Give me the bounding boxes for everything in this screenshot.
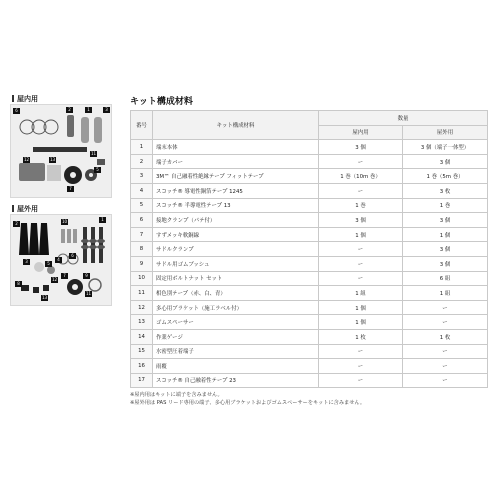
part-badge: 11	[86, 291, 92, 296]
kit-materials-table	[130, 110, 488, 388]
table-row	[131, 227, 488, 242]
row-number-cell: 17	[131, 373, 153, 388]
indoor-quantity-cell: ー	[319, 183, 403, 198]
row-number-cell: 9	[131, 256, 153, 271]
material-name-cell: サドル用ゴムブッシュ	[153, 256, 319, 271]
material-name-cell: スコッチ® 導電性銅箔テープ 1245	[153, 183, 319, 198]
indoor-quantity-cell: 1 個	[319, 300, 403, 315]
outdoor-section-label	[12, 204, 38, 214]
indoor-quantity-cell: 1 個	[319, 227, 403, 242]
part-badge: 4	[55, 257, 62, 263]
outdoor-quantity-cell: 3 個	[403, 242, 488, 257]
material-name-cell: 接地クランプ（パテ付）	[153, 213, 319, 228]
material-name-cell: 3M™ 自己融着性絶縁テープ フィットテープ	[153, 169, 319, 184]
indoor-quantity-cell: 1 組	[319, 286, 403, 301]
kit-materials-title: キット構成材料	[130, 97, 193, 107]
table-row	[131, 213, 488, 228]
row-number-cell: 13	[131, 315, 153, 330]
header-indoor: 屋内用	[319, 125, 403, 140]
indoor-quantity-cell: 3 個	[319, 140, 403, 155]
part-badge: 7	[61, 273, 68, 279]
part-badge: 6	[69, 253, 76, 259]
row-number-cell: 14	[131, 329, 153, 344]
part-badge: 3	[23, 259, 30, 265]
table-row	[131, 198, 488, 213]
indoor-quantity-cell: ー	[319, 256, 403, 271]
part-badge: 10	[62, 219, 68, 224]
outdoor-quantity-cell: ー	[403, 344, 488, 359]
part-badge: 5	[94, 167, 101, 173]
outdoor-quantity-cell: 1 巻（5m 巻）	[403, 169, 488, 184]
outdoor-quantity-cell: 1 巻	[403, 198, 488, 213]
row-number-cell: 4	[131, 183, 153, 198]
indoor-quantity-cell: ー	[319, 359, 403, 374]
indoor-quantity-cell: ー	[319, 154, 403, 169]
table-body	[131, 140, 488, 388]
part-badge: 11	[91, 151, 97, 156]
material-name-cell: 相色別テープ（赤、白、青）	[153, 286, 319, 301]
header-outdoor: 屋外用	[403, 125, 488, 140]
row-number-cell: 11	[131, 286, 153, 301]
row-number-cell: 7	[131, 227, 153, 242]
row-number-cell: 2	[131, 154, 153, 169]
outdoor-quantity-cell: 3 個	[403, 256, 488, 271]
label-marker	[12, 95, 14, 102]
material-name-cell: 固定用ボルトナット セット	[153, 271, 319, 286]
indoor-quantity-cell: 1 巻	[319, 198, 403, 213]
indoor-quantity-cell: 1 枚	[319, 329, 403, 344]
outdoor-quantity-cell: 3 個（端子一体型）	[403, 140, 488, 155]
material-name-cell: 雨覆	[153, 359, 319, 374]
part-badge: 2	[13, 221, 20, 227]
outdoor-quantity-cell: ー	[403, 373, 488, 388]
row-number-cell: 12	[131, 300, 153, 315]
row-number-cell: 10	[131, 271, 153, 286]
outdoor-kit-photo	[10, 214, 112, 306]
material-name-cell: 多心用ブラケット（施工ラベル付）	[153, 300, 319, 315]
table-row	[131, 300, 488, 315]
outdoor-quantity-cell: 3 個	[403, 213, 488, 228]
material-name-cell: すずメッキ軟銅線	[153, 227, 319, 242]
indoor-quantity-cell: ー	[319, 344, 403, 359]
indoor-label-text: 屋内用	[17, 95, 38, 103]
outdoor-quantity-cell: 1 個	[403, 227, 488, 242]
label-marker	[12, 205, 14, 212]
footnote: ※屋内用はキットに端子を含みません。	[130, 392, 223, 398]
table-row	[131, 286, 488, 301]
indoor-kit-photo	[10, 104, 112, 198]
table-row	[131, 154, 488, 169]
indoor-quantity-cell: 1 個	[319, 315, 403, 330]
material-name-cell: 端子カバー	[153, 154, 319, 169]
material-name-cell: 水密型圧着端子	[153, 344, 319, 359]
header-quantity: 数量	[319, 111, 488, 126]
header-number: 番号	[131, 111, 153, 140]
indoor-quantity-cell: ー	[319, 373, 403, 388]
header-material: キット構成材料	[153, 111, 319, 140]
indoor-section-label	[12, 94, 38, 104]
row-number-cell: 5	[131, 198, 153, 213]
outdoor-quantity-cell: 1 枚	[403, 329, 488, 344]
material-name-cell: 作業ゲージ	[153, 329, 319, 344]
material-name-cell: ゴムスペーサー	[153, 315, 319, 330]
outdoor-label-text: 屋外用	[17, 205, 38, 213]
part-badge: 5	[45, 261, 52, 267]
part-badge: 8	[15, 281, 22, 287]
footnote: ※屋外用は PAS リード専用の端子、多心用ブラケットおよびゴムスペーサーをキットに含みません。	[130, 400, 366, 406]
indoor-quantity-cell: 1 巻（10m 巻）	[319, 169, 403, 184]
material-name-cell: スコッチ® 半導電性テープ 13	[153, 198, 319, 213]
material-name-cell: スコッチ® 自己融着性テープ 23	[153, 373, 319, 388]
table-row	[131, 242, 488, 257]
part-badge: 13	[50, 157, 56, 162]
table-row	[131, 315, 488, 330]
outdoor-quantity-cell: ー	[403, 315, 488, 330]
table-row	[131, 359, 488, 374]
material-name-cell: サドルクランプ	[153, 242, 319, 257]
table-row	[131, 183, 488, 198]
row-number-cell: 15	[131, 344, 153, 359]
row-number-cell: 1	[131, 140, 153, 155]
row-number-cell: 8	[131, 242, 153, 257]
outdoor-quantity-cell: ー	[403, 300, 488, 315]
part-badge: 1	[85, 107, 92, 113]
indoor-quantity-cell: ー	[319, 242, 403, 257]
table-row	[131, 373, 488, 388]
part-badge: 6	[13, 108, 20, 114]
part-badge: 7	[67, 186, 74, 192]
part-badge: 9	[83, 273, 90, 279]
indoor-quantity-cell: ー	[319, 271, 403, 286]
footnotes	[130, 391, 365, 407]
table-row	[131, 169, 488, 184]
part-badge: 12	[52, 277, 58, 282]
part-badge: 3	[103, 107, 110, 113]
row-number-cell: 3	[131, 169, 153, 184]
outdoor-quantity-cell: 3 個	[403, 154, 488, 169]
row-number-cell: 16	[131, 359, 153, 374]
part-badge: 2	[66, 107, 73, 113]
outdoor-quantity-cell: ー	[403, 359, 488, 374]
row-number-cell: 6	[131, 213, 153, 228]
table-header	[131, 111, 488, 140]
part-badge: 13	[42, 295, 48, 300]
outdoor-quantity-cell: 1 組	[403, 286, 488, 301]
material-name-cell: 端末本体	[153, 140, 319, 155]
outdoor-quantity-cell: 6 組	[403, 271, 488, 286]
table-row	[131, 344, 488, 359]
indoor-quantity-cell: 3 個	[319, 213, 403, 228]
table-row	[131, 329, 488, 344]
outdoor-quantity-cell: 3 枚	[403, 183, 488, 198]
table-row	[131, 256, 488, 271]
table-row	[131, 271, 488, 286]
table-row	[131, 140, 488, 155]
part-badge: 12	[24, 157, 30, 162]
part-badge: 1	[99, 217, 106, 223]
